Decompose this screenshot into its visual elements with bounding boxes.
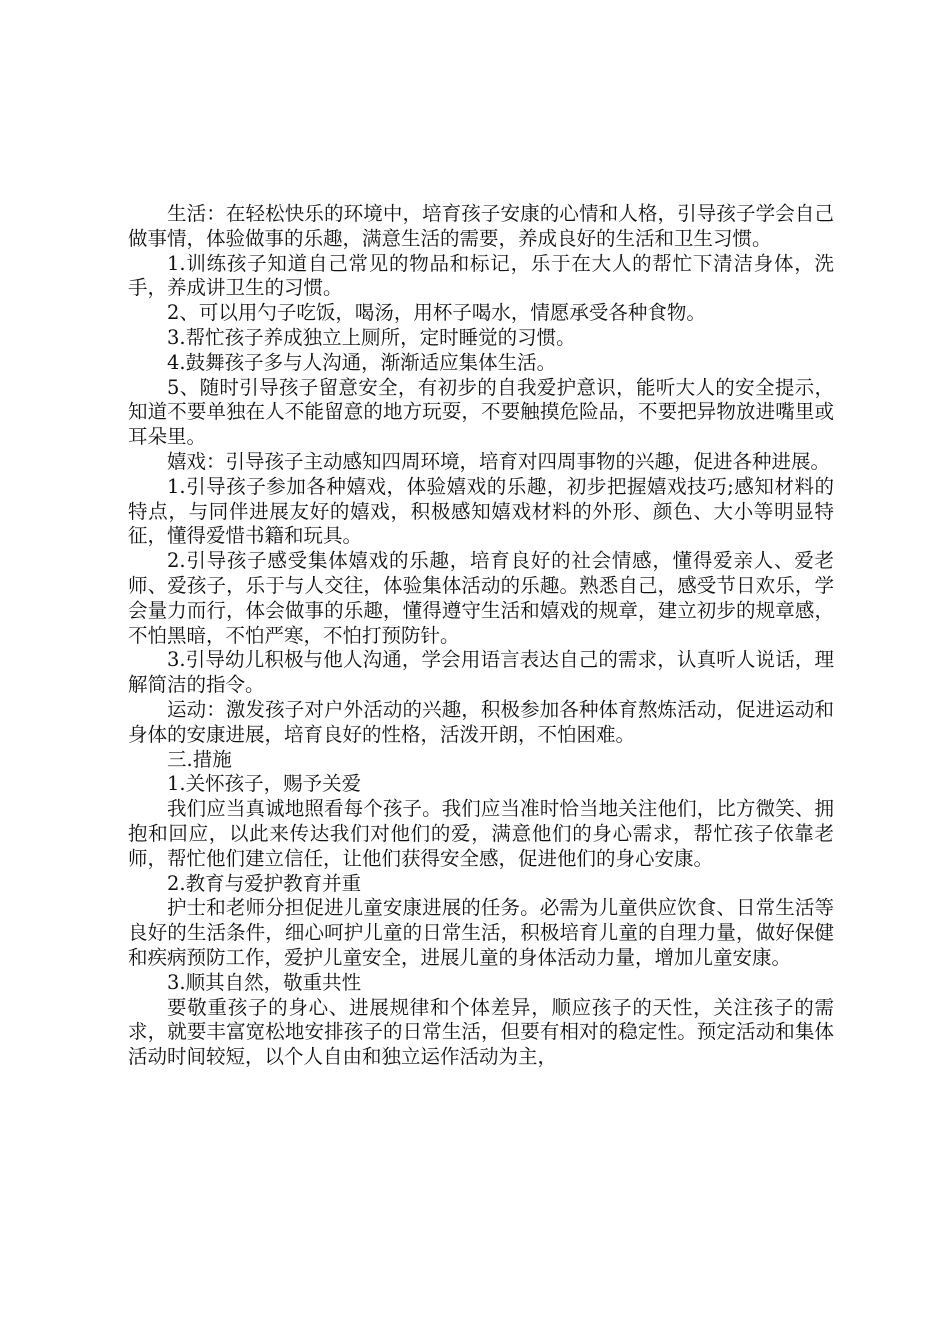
paragraph-life-item-1: 1.训练孩子知道自己常见的物品和标记，乐于在大人的帮忙下清洁身体，洗手，养成讲卫生的习惯。: [128, 251, 834, 300]
paragraph-life-item-4: 4.鼓舞孩子多与人沟通，渐渐适应集体生活。: [167, 350, 557, 374]
paragraph-play: 嬉戏：引导孩子主动感知四周环境，培育对四周事物的兴趣，促进各种进展。: [167, 449, 831, 473]
measure-body-1: 我们应当真诚地照看每个孩子。我们应当准时恰当地关注他们，比方微笑、拥抱和回应，以此来传达我们对他们的爱，满意他们的身心需求，帮忙孩子依靠老师，帮忙他们建立信任，让他们获得安全感，促进他们的身心安康。: [128, 797, 834, 870]
paragraph-play-item-3: 3.引导幼儿积极与他人沟通，学会用语言表达自己的需求，认真听人说话，理解简洁的指令。: [128, 648, 834, 697]
paragraph-play-item-2: 2.引导孩子感受集体嬉戏的乐趣，培育良好的社会情感，懂得爱亲人、爱老师、爱孩子，乐于与人交往，体验集体活动的乐趣。熟悉自己，感受节日欢乐，学会量力而行，体会做事的乐趣，懂得遵守生活和嬉戏的规章，建立初步的规章感，不怕黑暗，不怕严寒，不怕打预防针。: [128, 549, 834, 647]
paragraph-life-item-5: 5、随时引导孩子留意安全，有初步的自我爱护意识，能听大人的安全提示，知道不要单独在人不能留意的地方玩耍，不要触摸危险品，不要把异物放进嘴里或耳朵里。: [128, 375, 834, 449]
measure-body-2: 护士和老师分担促进儿童安康进展的任务。必需为儿童供应饮食、日常生活等良好的生活条件，细心呵护儿童的日常生活，积极培育儿童的自理力量，做好保健和疾病预防工作，爱护儿童安全，进展儿童的身体活动力量，增加儿童安康。: [128, 896, 834, 969]
measure-heading-1: 1.关怀孩子，赐予关爱: [167, 772, 362, 796]
measure-body-3: 要敬重孩子的身心、进展规律和个体差异，顺应孩子的天性，关注孩子的需求，就要丰富宽松地安排孩子的日常生活，但要有相对的稳定性。预定活动和集体活动时间较短，以个人自由和独立运作活动为主，: [128, 995, 834, 1069]
paragraph-sport: 运动：激发孩子对户外活动的兴趣，积极参加各种体育熬炼活动，促进运动和身体的安康进展，培育良好的性格，活泼开朗，不怕困难。: [128, 697, 834, 746]
paragraph-life-item-2: 2、可以用勺子吃饭，喝汤，用杯子喝水，情愿承受各种食物。: [167, 301, 706, 325]
section-heading-measures: 三.措施: [167, 747, 232, 771]
paragraph-life-item-3: 3.帮忙孩子养成独立上厕所，定时睡觉的习惯。: [167, 325, 576, 349]
document-body: [128, 202, 834, 1070]
paragraph-life: 生活：在轻松快乐的环境中，培育孩子安康的心情和人格，引导孩子学会自己做事情，体验做事的乐趣，满意生活的需要，养成良好的生活和卫生习惯。: [128, 202, 834, 250]
paragraph-play-item-1: 1.引导孩子参加各种嬉戏，体验嬉戏的乐趣，初步把握嬉戏技巧;感知材料的特点，与同伴进展友好的嬉戏，积极感知嬉戏材料的外形、颜色、大小等明显特征，懂得爱惜书籍和玩具。: [128, 474, 834, 548]
measure-heading-2: 2.教育与爱护教育并重: [167, 871, 362, 895]
measure-heading-3: 3.顺其自然，敬重共性: [167, 970, 362, 994]
